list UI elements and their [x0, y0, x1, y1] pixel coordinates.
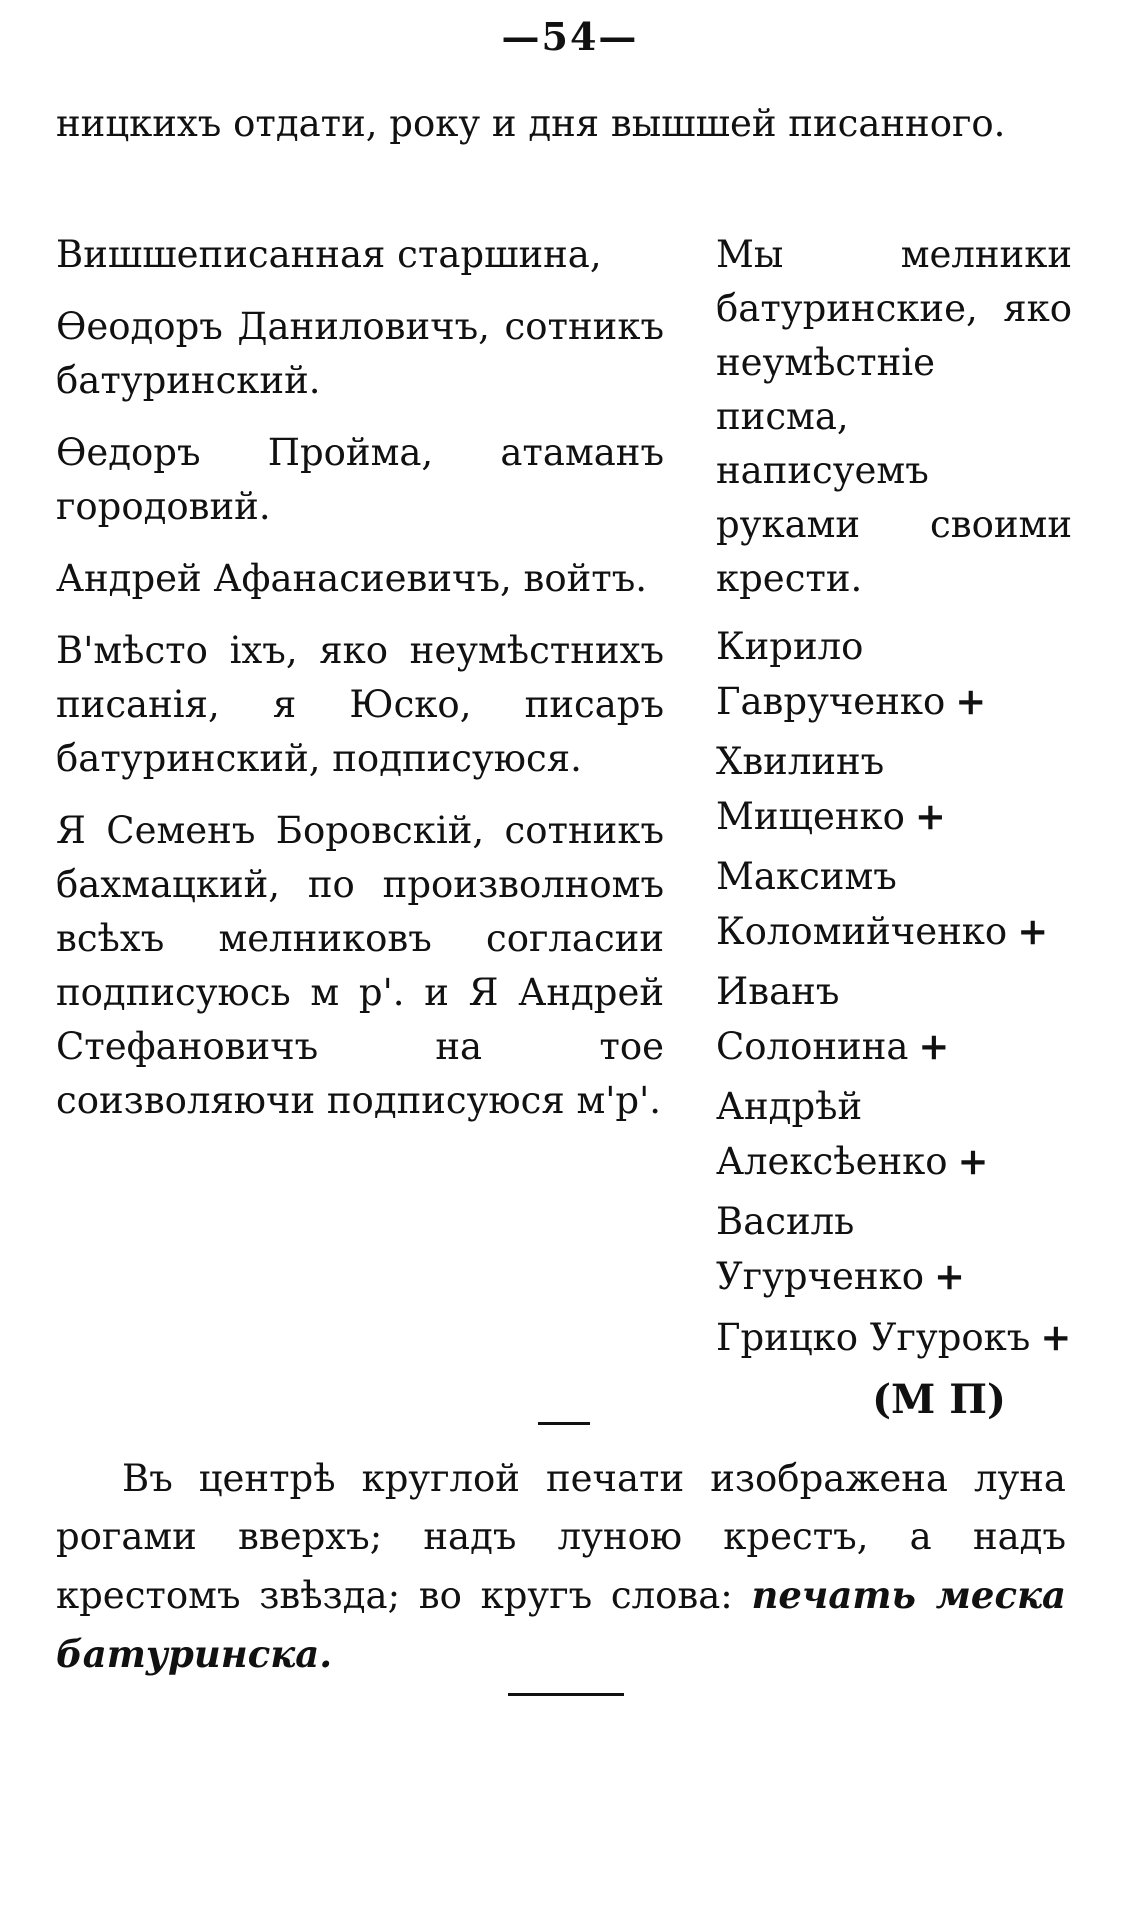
signer-name: Максимъ Коломийченко — [716, 855, 1008, 953]
page-number: —54— — [501, 14, 639, 59]
cross-mark: + — [955, 679, 987, 723]
intro-paragraph: ницкихъ отдати, року и дня вышшей писанного. — [56, 102, 1006, 145]
cross-mark: + — [918, 1024, 950, 1068]
signer-name: Кирило Гаврученко — [716, 625, 946, 723]
official-entry: Өеодоръ Даниловичъ, сотникъ батуринский. — [56, 305, 664, 402]
signer-name: Грицко Угурокъ — [716, 1316, 1031, 1359]
cross-mark: + — [1040, 1315, 1072, 1359]
signer-name: Иванъ Солонина — [716, 970, 909, 1068]
officials-column — [56, 228, 664, 1146]
cross-mark: + — [914, 794, 946, 838]
signer-entry — [716, 1310, 1072, 1365]
official-entry: Андрей Афанасиевичъ, войтъ. — [56, 557, 648, 600]
millers-intro: Мы мелники батуринские, яко неумѣстніе писма, написуемъ руками своими крести. — [716, 233, 1072, 600]
signer-entry — [716, 850, 1072, 959]
end-divider — [508, 1693, 624, 1696]
signer-entry — [716, 735, 1072, 844]
section-divider — [538, 1422, 590, 1425]
signer-name: Андрѣй Алексѣенко — [716, 1085, 948, 1183]
cross-mark: + — [957, 1139, 989, 1183]
signer-name: Василь Угурченко — [716, 1200, 924, 1298]
signer-name: Хвилинъ Мищенко — [716, 740, 905, 838]
signer-entry — [716, 1195, 1072, 1304]
officials-heading: Вишшеписанная старшина, — [56, 233, 602, 276]
seal-inscription: печать меска батуринска. — [56, 1573, 1067, 1676]
official-entry: В'мѣсто іхъ, яко неумѣстнихъ писанія, я Юско, писаръ батуринский, подписуюся. — [56, 629, 664, 780]
seal-mark: (М П) — [872, 1376, 1006, 1423]
official-entry: Өедоръ Пройма, атаманъ городовий. — [56, 431, 664, 528]
signer-entry — [716, 965, 1072, 1074]
seal-description-text: Въ центрѣ круглой печати изображена луна рогами вверхъ; надъ луною крестъ, а надъ крестомъ звѣзда; во кругъ слова: — [56, 1457, 1066, 1617]
official-entry: Я Семенъ Боровскій, сотникъ бахмацкий, по произволномъ всѣхъ мелниковъ согласии подписуюсь м р'. и Я Андрей Стефановичъ на тое соизволяючи подписуюся м'р'. — [56, 809, 664, 1122]
millers-column — [716, 228, 1072, 1427]
cross-mark: + — [1017, 909, 1049, 953]
signer-entry — [716, 1080, 1072, 1189]
signer-entry — [716, 620, 1072, 729]
seal-description — [56, 1450, 1066, 1684]
cross-mark: + — [934, 1254, 966, 1298]
